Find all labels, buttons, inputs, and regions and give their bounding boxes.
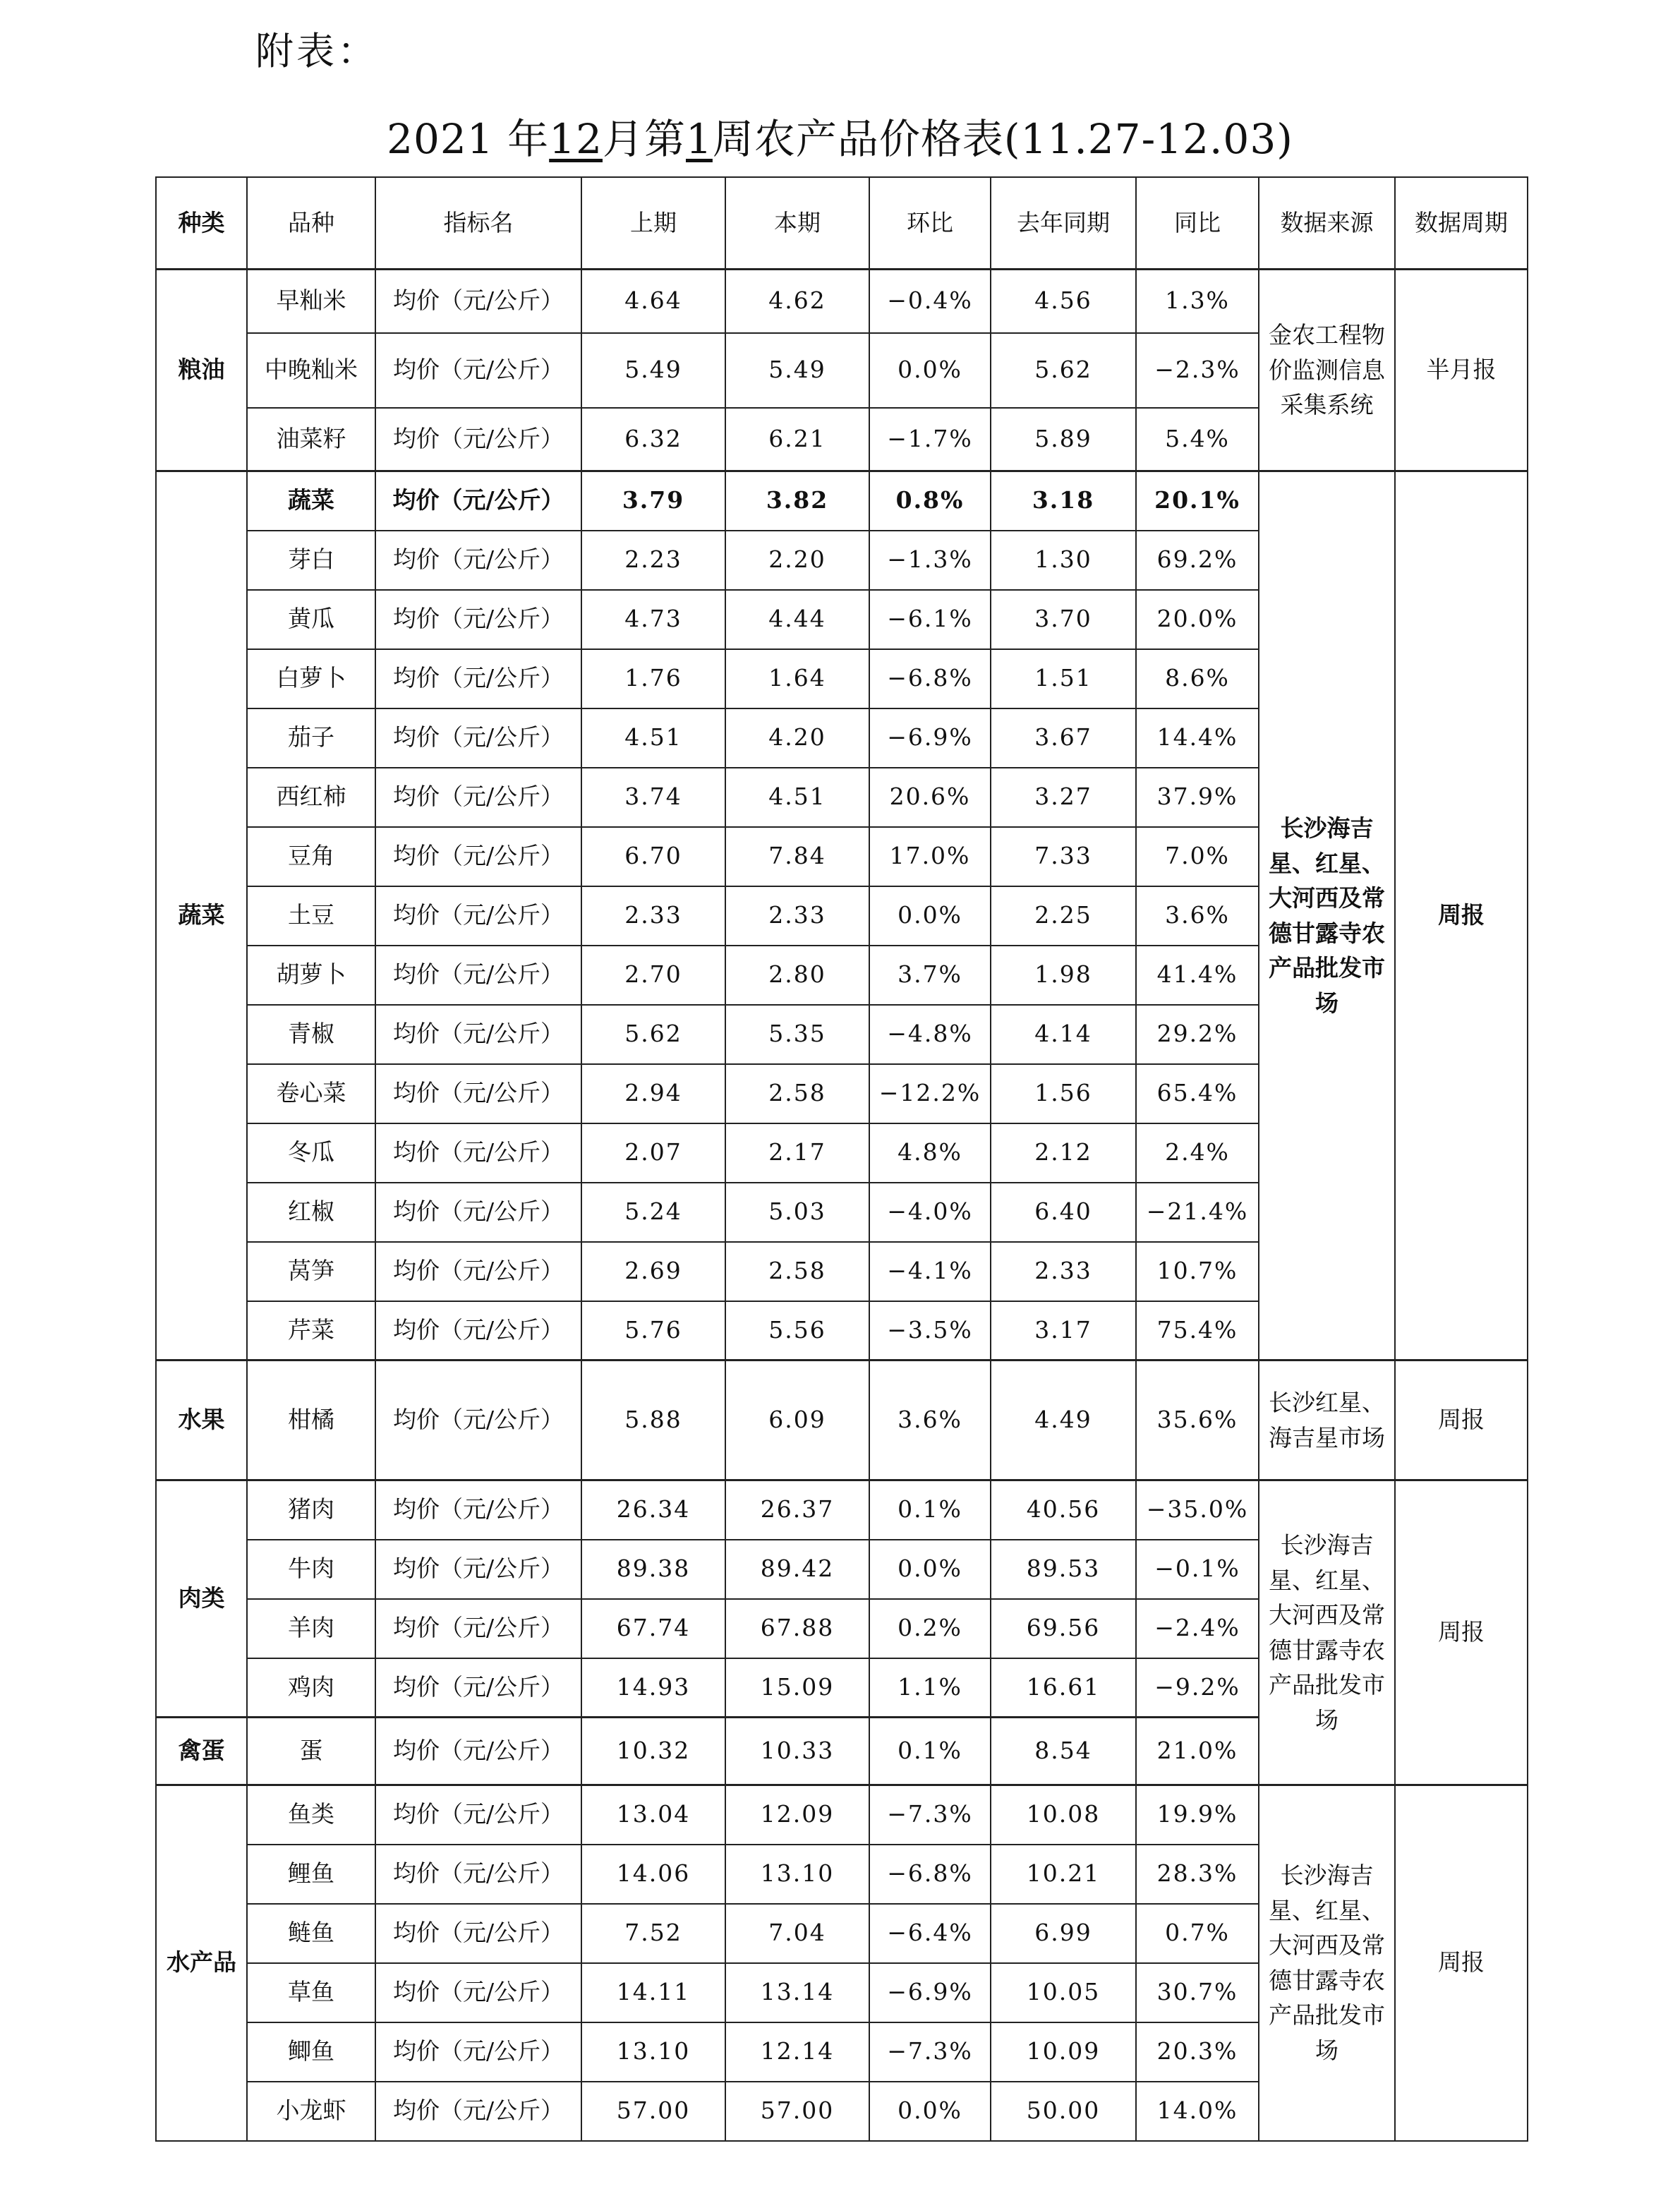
yoy-change-cell: −0.1% (1136, 1540, 1259, 1599)
yoy-change-cell: 0.7% (1136, 1904, 1259, 1963)
prev-price-cell: 6.70 (581, 827, 725, 886)
curr-price-cell: 13.10 (725, 1845, 869, 1904)
title-month: 12 (549, 115, 603, 163)
variety-cell: 芹菜 (247, 1301, 375, 1361)
indicator-cell: 均价（元/公斤） (375, 768, 581, 827)
variety-cell: 黄瓜 (247, 590, 375, 649)
indicator-cell: 均价（元/公斤） (375, 1183, 581, 1242)
data-source-cell: 长沙海吉星、红星、大河西及常德甘露寺农产品批发市场 (1259, 471, 1395, 1361)
last-year-price-cell: 10.08 (991, 1785, 1136, 1845)
title-week: 1 (686, 115, 713, 163)
yoy-change-cell: 8.6% (1136, 649, 1259, 708)
indicator-cell: 均价（元/公斤） (375, 1242, 581, 1301)
prev-price-cell: 57.00 (581, 2082, 725, 2141)
indicator-cell: 均价（元/公斤） (375, 270, 581, 333)
last-year-price-cell: 3.27 (991, 768, 1136, 827)
yoy-change-cell: 5.4% (1136, 408, 1259, 471)
data-period-cell: 周报 (1395, 1480, 1528, 1785)
variety-cell: 蔬菜 (247, 471, 375, 531)
variety-cell: 豆角 (247, 827, 375, 886)
yoy-change-cell: 37.9% (1136, 768, 1259, 827)
indicator-cell: 均价（元/公斤） (375, 2022, 581, 2082)
variety-cell: 红椒 (247, 1183, 375, 1242)
variety-cell: 西红柿 (247, 768, 375, 827)
curr-price-cell: 4.20 (725, 708, 869, 768)
variety-cell: 小龙虾 (247, 2082, 375, 2141)
prev-price-cell: 89.38 (581, 1540, 725, 1599)
last-year-price-cell: 1.98 (991, 946, 1136, 1005)
indicator-cell: 均价（元/公斤） (375, 1599, 581, 1658)
last-year-price-cell: 16.61 (991, 1658, 1136, 1718)
yoy-change-cell: 65.4% (1136, 1064, 1259, 1123)
variety-cell: 芽白 (247, 531, 375, 590)
mom-change-cell: 0.0% (869, 886, 991, 946)
mom-change-cell: 0.1% (869, 1718, 991, 1785)
data-source-cell: 长沙红星、海吉星市场 (1259, 1361, 1395, 1480)
mom-change-cell: −3.5% (869, 1301, 991, 1361)
last-year-price-cell: 1.56 (991, 1064, 1136, 1123)
attachment-label: 附表： (255, 29, 378, 73)
last-year-price-cell: 4.14 (991, 1005, 1136, 1064)
indicator-cell: 均价（元/公斤） (375, 408, 581, 471)
prev-price-cell: 5.88 (581, 1361, 725, 1480)
last-year-price-cell: 4.49 (991, 1361, 1136, 1480)
yoy-change-cell: 20.0% (1136, 590, 1259, 649)
category-cell: 禽蛋 (156, 1718, 247, 1785)
yoy-change-cell: 69.2% (1136, 531, 1259, 590)
col-header-variety: 品种 (247, 177, 375, 270)
title-month-suffix: 月第 (602, 115, 686, 163)
yoy-change-cell: 28.3% (1136, 1845, 1259, 1904)
mom-change-cell: −6.8% (869, 1845, 991, 1904)
prev-price-cell: 6.32 (581, 408, 725, 471)
indicator-cell: 均价（元/公斤） (375, 1301, 581, 1361)
curr-price-cell: 57.00 (725, 2082, 869, 2141)
variety-cell: 白萝卜 (247, 649, 375, 708)
prev-price-cell: 4.64 (581, 270, 725, 333)
variety-cell: 鲫鱼 (247, 2022, 375, 2082)
col-header-source: 数据来源 (1259, 177, 1395, 270)
last-year-price-cell: 2.33 (991, 1242, 1136, 1301)
mom-change-cell: −4.8% (869, 1005, 991, 1064)
col-header-yoy: 同比 (1136, 177, 1259, 270)
last-year-price-cell: 3.18 (991, 471, 1136, 531)
indicator-cell: 均价（元/公斤） (375, 1785, 581, 1845)
variety-cell: 莴笋 (247, 1242, 375, 1301)
indicator-cell: 均价（元/公斤） (375, 1361, 581, 1480)
data-period-cell: 周报 (1395, 1361, 1528, 1480)
indicator-cell: 均价（元/公斤） (375, 1718, 581, 1785)
variety-cell: 胡萝卜 (247, 946, 375, 1005)
variety-cell: 油菜籽 (247, 408, 375, 471)
yoy-change-cell: 41.4% (1136, 946, 1259, 1005)
indicator-cell: 均价（元/公斤） (375, 1963, 581, 2022)
last-year-price-cell: 3.70 (991, 590, 1136, 649)
variety-cell: 羊肉 (247, 1599, 375, 1658)
last-year-price-cell: 3.67 (991, 708, 1136, 768)
prev-price-cell: 3.74 (581, 768, 725, 827)
col-header-curr: 本期 (725, 177, 869, 270)
table-row (156, 270, 1528, 333)
curr-price-cell: 6.09 (725, 1361, 869, 1480)
yoy-change-cell: 14.4% (1136, 708, 1259, 768)
curr-price-cell: 13.14 (725, 1963, 869, 2022)
data-source-cell: 长沙海吉星、红星、大河西及常德甘露寺农产品批发市场 (1259, 1480, 1395, 1785)
indicator-cell: 均价（元/公斤） (375, 708, 581, 768)
mom-change-cell: 4.8% (869, 1123, 991, 1183)
yoy-change-cell: 30.7% (1136, 1963, 1259, 2022)
title-suffix: 周农产品价格表(11.27-12.03) (712, 115, 1293, 163)
data-period-cell: 周报 (1395, 1785, 1528, 2141)
curr-price-cell: 5.03 (725, 1183, 869, 1242)
mom-change-cell: −6.1% (869, 590, 991, 649)
page-title (0, 106, 1680, 165)
yoy-change-cell: −21.4% (1136, 1183, 1259, 1242)
mom-change-cell: −1.3% (869, 531, 991, 590)
prev-price-cell: 14.93 (581, 1658, 725, 1718)
yoy-change-cell: −9.2% (1136, 1658, 1259, 1718)
variety-cell: 猪肉 (247, 1480, 375, 1540)
title-prefix: 2021 年 (387, 115, 550, 163)
last-year-price-cell: 6.99 (991, 1904, 1136, 1963)
curr-price-cell: 4.44 (725, 590, 869, 649)
prev-price-cell: 13.10 (581, 2022, 725, 2082)
data-source-cell: 长沙海吉星、红星、大河西及常德甘露寺农产品批发市场 (1259, 1785, 1395, 2141)
prev-price-cell: 67.74 (581, 1599, 725, 1658)
col-header-last-year: 去年同期 (991, 177, 1136, 270)
indicator-cell: 均价（元/公斤） (375, 827, 581, 886)
last-year-price-cell: 2.25 (991, 886, 1136, 946)
prev-price-cell: 5.49 (581, 333, 725, 408)
last-year-price-cell: 4.56 (991, 270, 1136, 333)
last-year-price-cell: 40.56 (991, 1480, 1136, 1540)
last-year-price-cell: 1.30 (991, 531, 1136, 590)
mom-change-cell: 0.0% (869, 2082, 991, 2141)
mom-change-cell: 0.8% (869, 471, 991, 531)
mom-change-cell: 1.1% (869, 1658, 991, 1718)
table-row (156, 1361, 1528, 1480)
curr-price-cell: 2.33 (725, 886, 869, 946)
yoy-change-cell: 29.2% (1136, 1005, 1259, 1064)
mom-change-cell: −12.2% (869, 1064, 991, 1123)
col-header-period: 数据周期 (1395, 177, 1528, 270)
prev-price-cell: 2.33 (581, 886, 725, 946)
last-year-price-cell: 69.56 (991, 1599, 1136, 1658)
prev-price-cell: 4.51 (581, 708, 725, 768)
prev-price-cell: 2.23 (581, 531, 725, 590)
curr-price-cell: 2.80 (725, 946, 869, 1005)
curr-price-cell: 89.42 (725, 1540, 869, 1599)
prev-price-cell: 2.70 (581, 946, 725, 1005)
last-year-price-cell: 2.12 (991, 1123, 1136, 1183)
mom-change-cell: −6.8% (869, 649, 991, 708)
curr-price-cell: 12.09 (725, 1785, 869, 1845)
price-table (155, 176, 1528, 2142)
table-row (156, 471, 1528, 531)
indicator-cell: 均价（元/公斤） (375, 886, 581, 946)
data-period-cell: 半月报 (1395, 270, 1528, 471)
yoy-change-cell: −2.3% (1136, 333, 1259, 408)
col-header-prev: 上期 (581, 177, 725, 270)
mom-change-cell: 0.0% (869, 1540, 991, 1599)
curr-price-cell: 26.37 (725, 1480, 869, 1540)
variety-cell: 蛋 (247, 1718, 375, 1785)
variety-cell: 早籼米 (247, 270, 375, 333)
data-source-cell: 金农工程物价监测信息采集系统 (1259, 270, 1395, 471)
last-year-price-cell: 10.21 (991, 1845, 1136, 1904)
table-row (156, 1785, 1528, 1845)
mom-change-cell: −6.4% (869, 1904, 991, 1963)
variety-cell: 中晚籼米 (247, 333, 375, 408)
curr-price-cell: 67.88 (725, 1599, 869, 1658)
yoy-change-cell: 19.9% (1136, 1785, 1259, 1845)
yoy-change-cell: 7.0% (1136, 827, 1259, 886)
category-cell: 水果 (156, 1361, 247, 1480)
mom-change-cell: −6.9% (869, 708, 991, 768)
last-year-price-cell: 50.00 (991, 2082, 1136, 2141)
prev-price-cell: 13.04 (581, 1785, 725, 1845)
indicator-cell: 均价（元/公斤） (375, 1540, 581, 1599)
yoy-change-cell: 20.1% (1136, 471, 1259, 531)
prev-price-cell: 5.76 (581, 1301, 725, 1361)
mom-change-cell: 17.0% (869, 827, 991, 886)
curr-price-cell: 6.21 (725, 408, 869, 471)
indicator-cell: 均价（元/公斤） (375, 1005, 581, 1064)
last-year-price-cell: 8.54 (991, 1718, 1136, 1785)
col-header-category: 种类 (156, 177, 247, 270)
variety-cell: 卷心菜 (247, 1064, 375, 1123)
indicator-cell: 均价（元/公斤） (375, 471, 581, 531)
col-header-indicator: 指标名 (375, 177, 581, 270)
indicator-cell: 均价（元/公斤） (375, 1480, 581, 1540)
yoy-change-cell: 1.3% (1136, 270, 1259, 333)
indicator-cell: 均价（元/公斤） (375, 1904, 581, 1963)
mom-change-cell: 0.1% (869, 1480, 991, 1540)
indicator-cell: 均价（元/公斤） (375, 333, 581, 408)
yoy-change-cell: 2.4% (1136, 1123, 1259, 1183)
variety-cell: 牛肉 (247, 1540, 375, 1599)
prev-price-cell: 7.52 (581, 1904, 725, 1963)
curr-price-cell: 15.09 (725, 1658, 869, 1718)
last-year-price-cell: 10.09 (991, 2022, 1136, 2082)
yoy-change-cell: 75.4% (1136, 1301, 1259, 1361)
mom-change-cell: 20.6% (869, 768, 991, 827)
mom-change-cell: −4.0% (869, 1183, 991, 1242)
mom-change-cell: 0.2% (869, 1599, 991, 1658)
indicator-cell: 均价（元/公斤） (375, 1064, 581, 1123)
variety-cell: 鸡肉 (247, 1658, 375, 1718)
prev-price-cell: 5.24 (581, 1183, 725, 1242)
variety-cell: 冬瓜 (247, 1123, 375, 1183)
prev-price-cell: 26.34 (581, 1480, 725, 1540)
indicator-cell: 均价（元/公斤） (375, 1123, 581, 1183)
indicator-cell: 均价（元/公斤） (375, 1845, 581, 1904)
variety-cell: 茄子 (247, 708, 375, 768)
mom-change-cell: −6.9% (869, 1963, 991, 2022)
prev-price-cell: 2.07 (581, 1123, 725, 1183)
last-year-price-cell: 5.89 (991, 408, 1136, 471)
curr-price-cell: 7.84 (725, 827, 869, 886)
category-cell: 肉类 (156, 1480, 247, 1718)
mom-change-cell: −4.1% (869, 1242, 991, 1301)
variety-cell: 鱼类 (247, 1785, 375, 1845)
indicator-cell: 均价（元/公斤） (375, 946, 581, 1005)
mom-change-cell: −7.3% (869, 1785, 991, 1845)
table-header-row (156, 177, 1528, 270)
table-row (156, 1480, 1528, 1540)
last-year-price-cell: 3.17 (991, 1301, 1136, 1361)
curr-price-cell: 7.04 (725, 1904, 869, 1963)
variety-cell: 柑橘 (247, 1361, 375, 1480)
yoy-change-cell: 20.3% (1136, 2022, 1259, 2082)
prev-price-cell: 10.32 (581, 1718, 725, 1785)
variety-cell: 青椒 (247, 1005, 375, 1064)
yoy-change-cell: −2.4% (1136, 1599, 1259, 1658)
prev-price-cell: 4.73 (581, 590, 725, 649)
curr-price-cell: 2.58 (725, 1064, 869, 1123)
yoy-change-cell: 21.0% (1136, 1718, 1259, 1785)
last-year-price-cell: 1.51 (991, 649, 1136, 708)
yoy-change-cell: 3.6% (1136, 886, 1259, 946)
indicator-cell: 均价（元/公斤） (375, 531, 581, 590)
curr-price-cell: 4.62 (725, 270, 869, 333)
yoy-change-cell: 14.0% (1136, 2082, 1259, 2141)
curr-price-cell: 10.33 (725, 1718, 869, 1785)
curr-price-cell: 1.64 (725, 649, 869, 708)
indicator-cell: 均价（元/公斤） (375, 590, 581, 649)
mom-change-cell: −1.7% (869, 408, 991, 471)
variety-cell: 土豆 (247, 886, 375, 946)
curr-price-cell: 2.17 (725, 1123, 869, 1183)
variety-cell: 草鱼 (247, 1963, 375, 2022)
curr-price-cell: 5.49 (725, 333, 869, 408)
mom-change-cell: −7.3% (869, 2022, 991, 2082)
last-year-price-cell: 7.33 (991, 827, 1136, 886)
curr-price-cell: 5.56 (725, 1301, 869, 1361)
curr-price-cell: 2.58 (725, 1242, 869, 1301)
last-year-price-cell: 89.53 (991, 1540, 1136, 1599)
last-year-price-cell: 5.62 (991, 333, 1136, 408)
indicator-cell: 均价（元/公斤） (375, 1658, 581, 1718)
col-header-mom: 环比 (869, 177, 991, 270)
prev-price-cell: 5.62 (581, 1005, 725, 1064)
prev-price-cell: 14.11 (581, 1963, 725, 2022)
curr-price-cell: 5.35 (725, 1005, 869, 1064)
mom-change-cell: 0.0% (869, 333, 991, 408)
data-period-cell: 周报 (1395, 471, 1528, 1361)
indicator-cell: 均价（元/公斤） (375, 649, 581, 708)
prev-price-cell: 1.76 (581, 649, 725, 708)
variety-cell: 鲢鱼 (247, 1904, 375, 1963)
category-cell: 水产品 (156, 1785, 247, 2141)
prev-price-cell: 14.06 (581, 1845, 725, 1904)
mom-change-cell: 3.7% (869, 946, 991, 1005)
curr-price-cell: 4.51 (725, 768, 869, 827)
curr-price-cell: 2.20 (725, 531, 869, 590)
indicator-cell: 均价（元/公斤） (375, 2082, 581, 2141)
curr-price-cell: 12.14 (725, 2022, 869, 2082)
yoy-change-cell: −35.0% (1136, 1480, 1259, 1540)
mom-change-cell: −0.4% (869, 270, 991, 333)
category-cell: 蔬菜 (156, 471, 247, 1361)
variety-cell: 鲤鱼 (247, 1845, 375, 1904)
yoy-change-cell: 35.6% (1136, 1361, 1259, 1480)
category-cell: 粮油 (156, 270, 247, 471)
last-year-price-cell: 10.05 (991, 1963, 1136, 2022)
yoy-change-cell: 10.7% (1136, 1242, 1259, 1301)
prev-price-cell: 2.69 (581, 1242, 725, 1301)
mom-change-cell: 3.6% (869, 1361, 991, 1480)
curr-price-cell: 3.82 (725, 471, 869, 531)
prev-price-cell: 3.79 (581, 471, 725, 531)
last-year-price-cell: 6.40 (991, 1183, 1136, 1242)
prev-price-cell: 2.94 (581, 1064, 725, 1123)
